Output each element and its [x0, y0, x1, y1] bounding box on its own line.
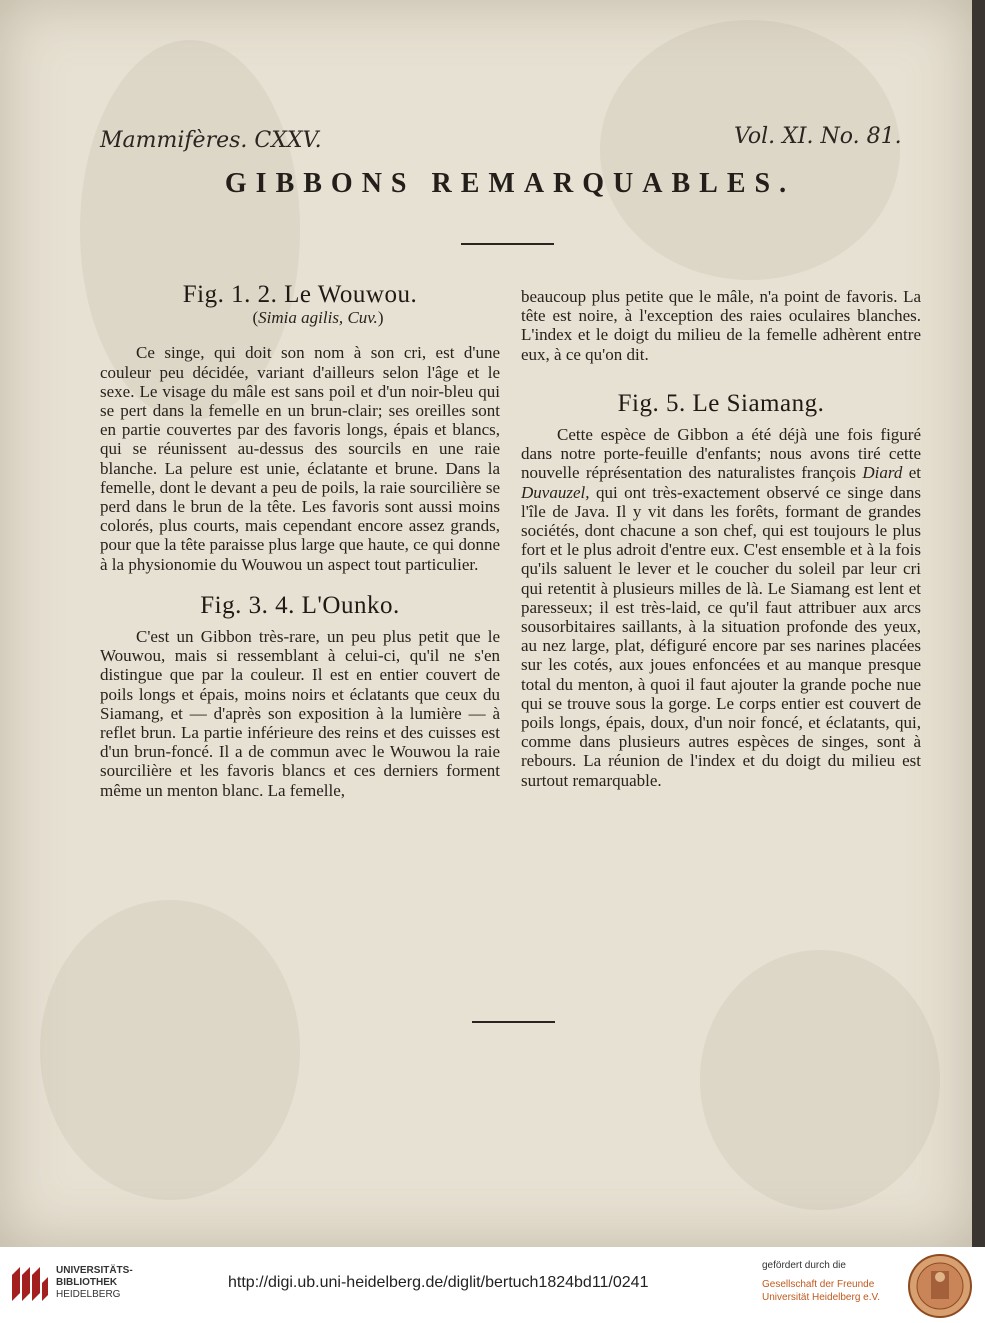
permalink-url[interactable]: http://digi.ub.uni-heidelberg.de/diglit/bertuch1824bd11/0241 — [228, 1274, 649, 1291]
naturalist-diard: Diard — [862, 463, 903, 483]
right-column — [521, 287, 921, 790]
left-column — [100, 281, 500, 800]
library-name-line: BIBLIOTHEK — [56, 1277, 118, 1288]
bleed-through-shade — [600, 20, 900, 280]
wouwou-paragraph: Ce singe, qui doit son nom à son cri, est d'une couleur peu décidée, variant d'ailleurs selon l'âge et le sexe. Le visage du mâle est sans poil et d'un noir-bleu qui se pert dans la femelle en un brun-clair; ses oreilles sont en partie couvertes par des favoris longs, épais et blancs, qui se réunissent au-dessus des sourcils en une raie blanche. La pelure est unie, éclatante et brune. Dans la femelle, dont le devant a peu de poils, la raie sourcilière se perd dans le brun de la tête. Les favoris sont aussi moins colorés, plus courts, mais cependant encore assez grands, pour que la tête paraisse plus large que haute, ce qui donne à la physionomie du Wouwou un aspect tout particulier. — [100, 343, 500, 574]
siamang-text-and: et — [902, 463, 921, 483]
species-subtitle: (Simia agilis, Cuv.) — [252, 308, 384, 328]
sponsor-org-line: Gesellschaft der Freunde — [762, 1279, 875, 1290]
end-rule — [472, 1021, 555, 1023]
footer-bar — [0, 1247, 985, 1323]
bleed-through-shade — [40, 900, 300, 1200]
library-logo-icon — [8, 1261, 52, 1305]
page-edge — [972, 0, 985, 1247]
library-name-line: HEIDELBERG — [56, 1289, 121, 1300]
bleed-through-shade — [700, 950, 940, 1210]
ounko-paragraph: C'est un Gibbon très-rare, un peu plus petit que le Wouwou, mais si ressemblant à celui-ci, qu'il ne s'en distingue que par la couleur. Il est en entier couvert de poils longs et épais, moins noirs et éclatants que ceux du Siamang, et — d'après son exposition à la lumière — à reflet brun. La partie inférieure des reins et des cuisses est d'un brun-foncé. Il a de commun avec le Wouwou la raie sourcilière et les favoris blancs et ces derniers forment même un menton blanc. La femelle, — [100, 627, 500, 800]
siamang-text-a: Cette espèce de Gibbon a été déjà une fois figuré dans notre porte-feuille d'enfants; nous avons tiré cette nouvelle réprésentation des naturalistes françois — [521, 425, 921, 483]
species-name: Simia agilis, — [258, 308, 344, 328]
university-seal-icon — [907, 1253, 973, 1319]
page-header-left: Mammifères. CXXV. — [100, 128, 322, 153]
species-author: Cuv. — [347, 308, 378, 328]
section-heading-siamang: Fig. 5. Le Siamang. — [617, 389, 825, 417]
page-title: GIBBONS REMARQUABLES. — [224, 168, 796, 199]
library-name — [56, 1265, 133, 1301]
page-header-right: Vol. XI. No. 81. — [734, 124, 902, 149]
sponsor-block — [762, 1259, 880, 1304]
siamang-text-b: qui ont très-exactement observé ce singe dans l'île de Java. Il y vit dans les forêts, formant de grandes sociétés, dont chacune a son chef, qui est toujours le plus fort et le plus adroit d'entre eux. C'est ensemble et à la fois qu'ils saluent le lever et le coucher du soleil par leur cri qui retentit à plusieurs milles de là. Le Siamang est lent et paresseux; il est très-laid, ce qu'il faut attribuer aux arcs sousorbitaires saillants, à la situation profonde des yeux, au nez large, plat, défiguré encore par ses narines placées sur les cotés, aux joues enfoncées et au manque presque total du menton, à quoi il faut ajouter la grande poche nue qui se trouve sous la gorge. Le corps entier est couvert de poils longs, épais, doux, d'un noir foncé, et éclatants, qui, comme dans plusieurs autres espèces de singes, sont à rebours. La réunion de l'index et du doigt du milieu est surtout remarquable. — [521, 482, 921, 790]
continuation-paragraph: beaucoup plus petite que le mâle, n'a point de favoris. La tête est noire, à l'exception des raies oculaires blanches. L'index et le doigt du milieu de la femelle adhèrent entre eux, à ce qu'on dit. — [521, 287, 921, 364]
title-rule — [461, 243, 554, 245]
sponsor-label: gefördert durch die — [762, 1260, 846, 1271]
sponsor-org-line: Universität Heidelberg e.V. — [762, 1292, 881, 1303]
section-heading-ounko: Fig. 3. 4. L'Ounko. — [200, 591, 400, 619]
siamang-paragraph — [521, 425, 921, 790]
section-heading-wouwou: Fig. 1. 2. Le Wouwou. — [182, 281, 418, 308]
naturalist-duvauzel: Duvauzel, — [521, 482, 590, 502]
library-name-line: UNIVERSITÄTS- — [56, 1265, 133, 1276]
